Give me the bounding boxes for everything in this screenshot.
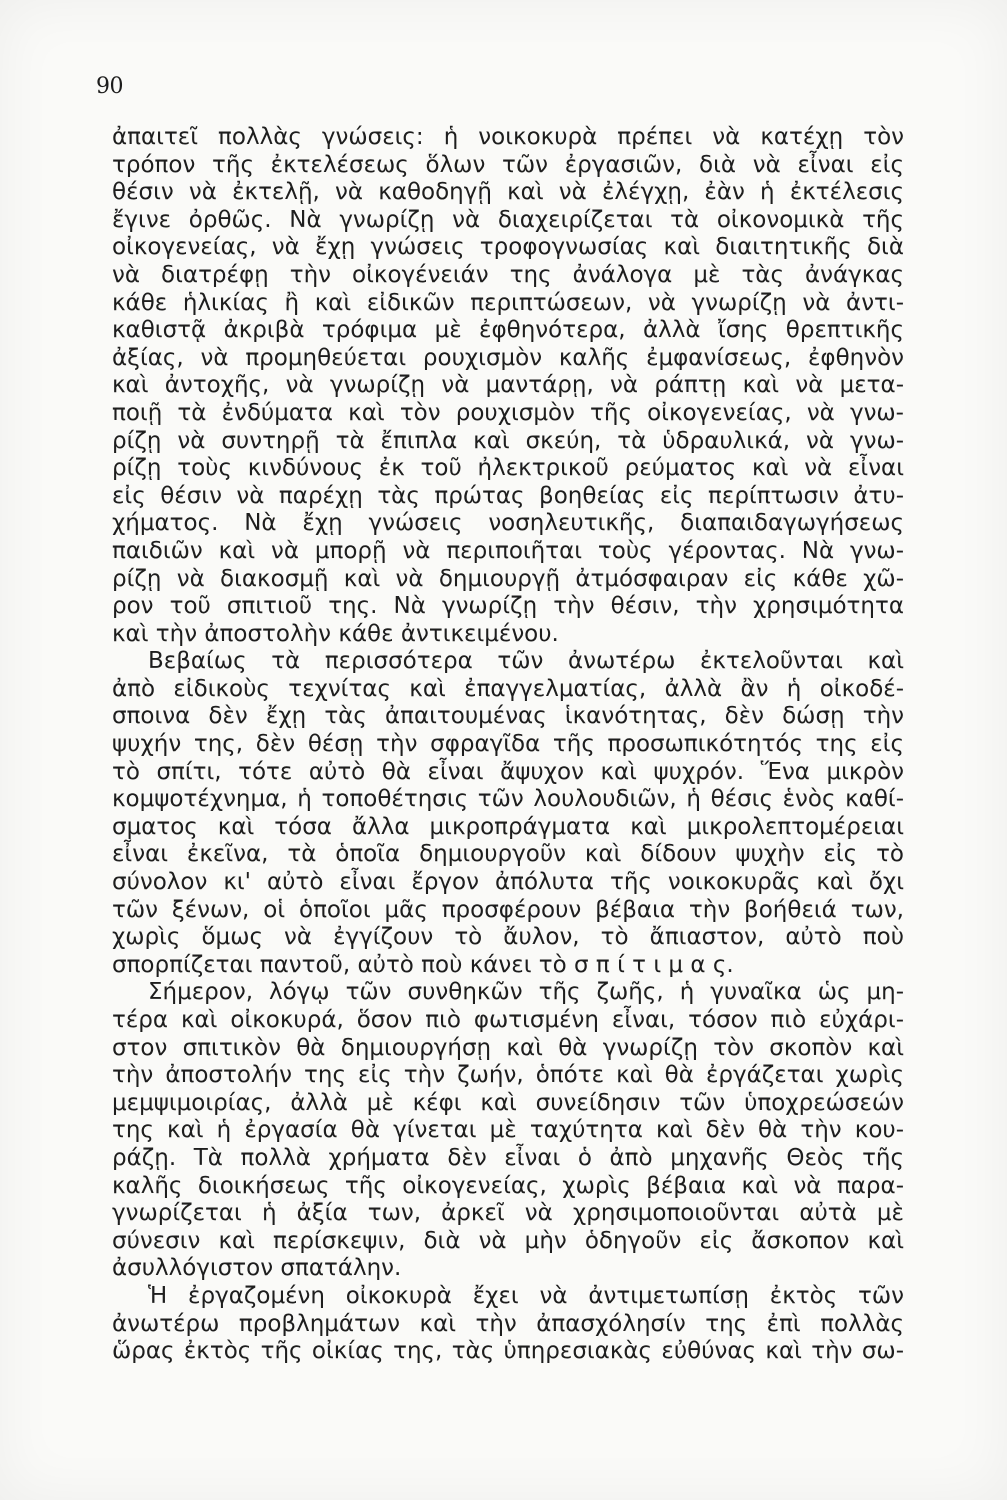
text-line: ποιῇ τὰ ἐνδύματα καὶ τὸν ρουχισμὸν τῆς οἰκογενείας, νὰ γνω- [112, 399, 904, 426]
body-text [112, 124, 904, 1366]
text-line: ἀσυλλόγιστον σπατάλην. [112, 1255, 402, 1282]
text-line: εἰς θέσιν νὰ παρέχῃ τὰς πρώτας βοηθείας εἰς περίπτωσιν ἀτυ- [112, 482, 904, 509]
paragraph [112, 124, 904, 648]
text-line: Βεβαίως τὰ περισσότερα τῶν ἀνωτέρω ἐκτελοῦνται καὶ [148, 648, 904, 675]
text-line: παιδιῶν καὶ νὰ μπορῇ νὰ περιποιῆται τοὺς γέροντας. Νὰ γνω- [112, 537, 904, 564]
text-line: ἀνωτέρω προβλημάτων καὶ τὴν ἀπασχόλησίν της ἐπὶ πολλὰς [112, 1310, 904, 1337]
text-line: ράζῃ. Τὰ πολλὰ χρήματα δὲν εἶναι ὁ ἀπὸ μηχανῆς Θεὸς τῆς [112, 1144, 904, 1171]
text-line: καὶ ἀντοχῆς, νὰ γνωρίζῃ νὰ μαντάρῃ, νὰ ράπτῃ καὶ νὰ μετα- [112, 372, 904, 399]
text-line: μεμψιμοιρίας, ἀλλὰ μὲ κέφι καὶ συνείδησιν τῶν ὑποχρεώσεών [112, 1089, 904, 1116]
text-line: σύνολον κι' αὐτὸ εἶναι ἔργον ἀπόλυτα τῆς νοικοκυρᾶς καὶ ὄχι [112, 869, 904, 896]
text-line: Ἡ ἐργαζομένη οἰκοκυρὰ ἔχει νὰ ἀντιμετωπίσῃ ἐκτὸς τῶν [148, 1282, 904, 1309]
text-line: τῶν ξένων, οἱ ὁποῖοι μᾶς προσφέρουν βέβαια τὴν βοήθειά των, [112, 896, 904, 923]
text-line: ἔγινε ὀρθῶς. Νὰ γνωρίζῃ νὰ διαχειρίζεται τὰ οἰκονομικὰ τῆς [112, 206, 904, 233]
text-line: καὶ τὴν ἀποστολὴν κάθε ἀντικειμένου. [112, 620, 559, 647]
text-line: σπορπίζεται παντοῦ, αὐτὸ ποὺ κάνει τὸ σ π ί τ ι μ α ς. [112, 951, 734, 978]
text-line: ρον τοῦ σπιτιοῦ της. Νὰ γνωρίζῃ τὴν θέσιν, τὴν χρησιμότητα [112, 593, 904, 620]
text-line: τὸ σπίτι, τότε αὐτὸ θὰ εἶναι ἄψυχον καὶ ψυχρόν. Ἕνα μικρὸν [112, 758, 904, 785]
text-line: χήματος. Νὰ ἔχῃ γνώσεις νοσηλευτικῆς, διαπαιδαγωγήσεως [112, 510, 904, 537]
text-line: κομψοτέχνημα, ἡ τοποθέτησις τῶν λουλουδιῶν, ἡ θέσις ἑνὸς καθί- [112, 786, 904, 813]
text-line: τρόπον τῆς ἐκτελέσεως ὅλων τῶν ἐργασιῶν, διὰ νὰ εἶναι εἰς [112, 151, 904, 178]
text-line: ρίζῃ τοὺς κινδύνους ἐκ τοῦ ἠλεκτρικοῦ ρεύματος καὶ νὰ εἶναι [112, 455, 904, 482]
text-line: ἀπαιτεῖ πολλὰς γνώσεις: ἡ νοικοκυρὰ πρέπει νὰ κατέχῃ τὸν [112, 124, 904, 150]
text-line: σποινα δὲν ἔχῃ τὰς ἀπαιτουμένας ἱκανότητας, δὲν δώσῃ τὴν [112, 703, 904, 730]
text-line: οἰκογενείας, νὰ ἔχῃ γνώσεις τροφογνωσίας καὶ διαιτητικῆς διὰ [112, 234, 904, 261]
text-line: της καὶ ἡ ἐργασία θὰ γίνεται μὲ ταχύτητα καὶ δὲν θὰ τὴν κου- [112, 1117, 904, 1144]
text-line: ρίζῃ νὰ συντηρῇ τὰ ἔπιπλα καὶ σκεύη, τὰ ὑδραυλικά, νὰ γνω- [112, 427, 904, 454]
text-line: ψυχήν της, δὲν θέσῃ τὴν σφραγῖδα τῆς προσωπικότητός της εἰς [112, 731, 904, 758]
paragraph [112, 979, 904, 1283]
page-number: 90 [96, 74, 123, 99]
text-line: ὥρας ἐκτὸς τῆς οἰκίας της, τὰς ὑπηρεσιακὰς εὐθύνας καὶ τὴν σω- [112, 1338, 904, 1365]
text-line: ρίζῃ νὰ διακοσμῇ καὶ νὰ δημιουργῇ ἀτμόσφαιραν εἰς κάθε χῶ- [112, 565, 904, 592]
text-line: γνωρίζεται ἡ ἀξία των, ἀρκεῖ νὰ χρησιμοποιοῦνται αὐτὰ μὲ [112, 1200, 904, 1227]
text-line: εἶναι ἐκεῖνα, τὰ ὁποῖα δημιουργοῦν καὶ δίδουν ψυχὴν εἰς τὸ [112, 841, 904, 868]
text-line: κάθε ἡλικίας ἢ καὶ εἰδικῶν περιπτώσεων, νὰ γνωρίζῃ νὰ ἀντι- [112, 289, 904, 316]
text-line: ἀξίας, νὰ προμηθεύεται ρουχισμὸν καλῆς ἐμφανίσεως, ἐφθηνὸν [112, 344, 904, 371]
text-line: θέσιν νὰ ἐκτελῇ, νὰ καθοδηγῇ καὶ νὰ ἐλέγχῃ, ἐὰν ἡ ἐκτέλεσις [112, 179, 904, 206]
paragraph [112, 648, 904, 979]
text-line: Σήμερον, λόγῳ τῶν συνθηκῶν τῆς ζωῆς, ἡ γυναῖκα ὡς μη- [148, 979, 904, 1006]
text-line: τέρα καὶ οἰκοκυρά, ὅσον πιὸ φωτισμένη εἶναι, τόσον πιὸ εὐχάρι- [112, 1007, 904, 1033]
text-line: νὰ διατρέφῃ τὴν οἰκογένειάν της ἀνάλογα μὲ τὰς ἀνάγκας [112, 261, 904, 288]
text-line: σματος καὶ τόσα ἄλλα μικροπράγματα καὶ μικρολεπτομέρειαι [112, 813, 904, 840]
text-line: τὴν ἀποστολήν της εἰς τὴν ζωήν, ὁπότε καὶ θὰ ἐργάζεται χωρὶς [112, 1062, 904, 1089]
text-line: καλῆς διοικήσεως τῆς οἰκογενείας, χωρὶς βέβαια καὶ νὰ παρα- [112, 1172, 904, 1199]
paragraph [112, 1283, 904, 1366]
text-line: ἀπὸ εἰδικοὺς τεχνίτας καὶ ἐπαγγελματίας, ἀλλὰ ἂν ἡ οἰκοδέ- [112, 675, 904, 702]
text-line: σύνεσιν καὶ περίσκεψιν, διὰ νὰ μὴν ὁδηγοῦν εἰς ἄσκοπον καὶ [112, 1227, 904, 1254]
text-line: καθιστᾷ ἀκριβὰ τρόφιμα μὲ ἐφθηνότερα, ἀλλὰ ἴσης θρεπτικῆς [112, 317, 904, 344]
text-line: χωρὶς ὅμως νὰ ἐγγίζουν τὸ ἄυλον, τὸ ἄπιαστον, αὐτὸ ποὺ [112, 924, 904, 951]
text-line: στον σπιτικὸν θὰ δημιουργήσῃ καὶ θὰ γνωρίζῃ τὸν σκοπὸν καὶ [112, 1034, 904, 1061]
